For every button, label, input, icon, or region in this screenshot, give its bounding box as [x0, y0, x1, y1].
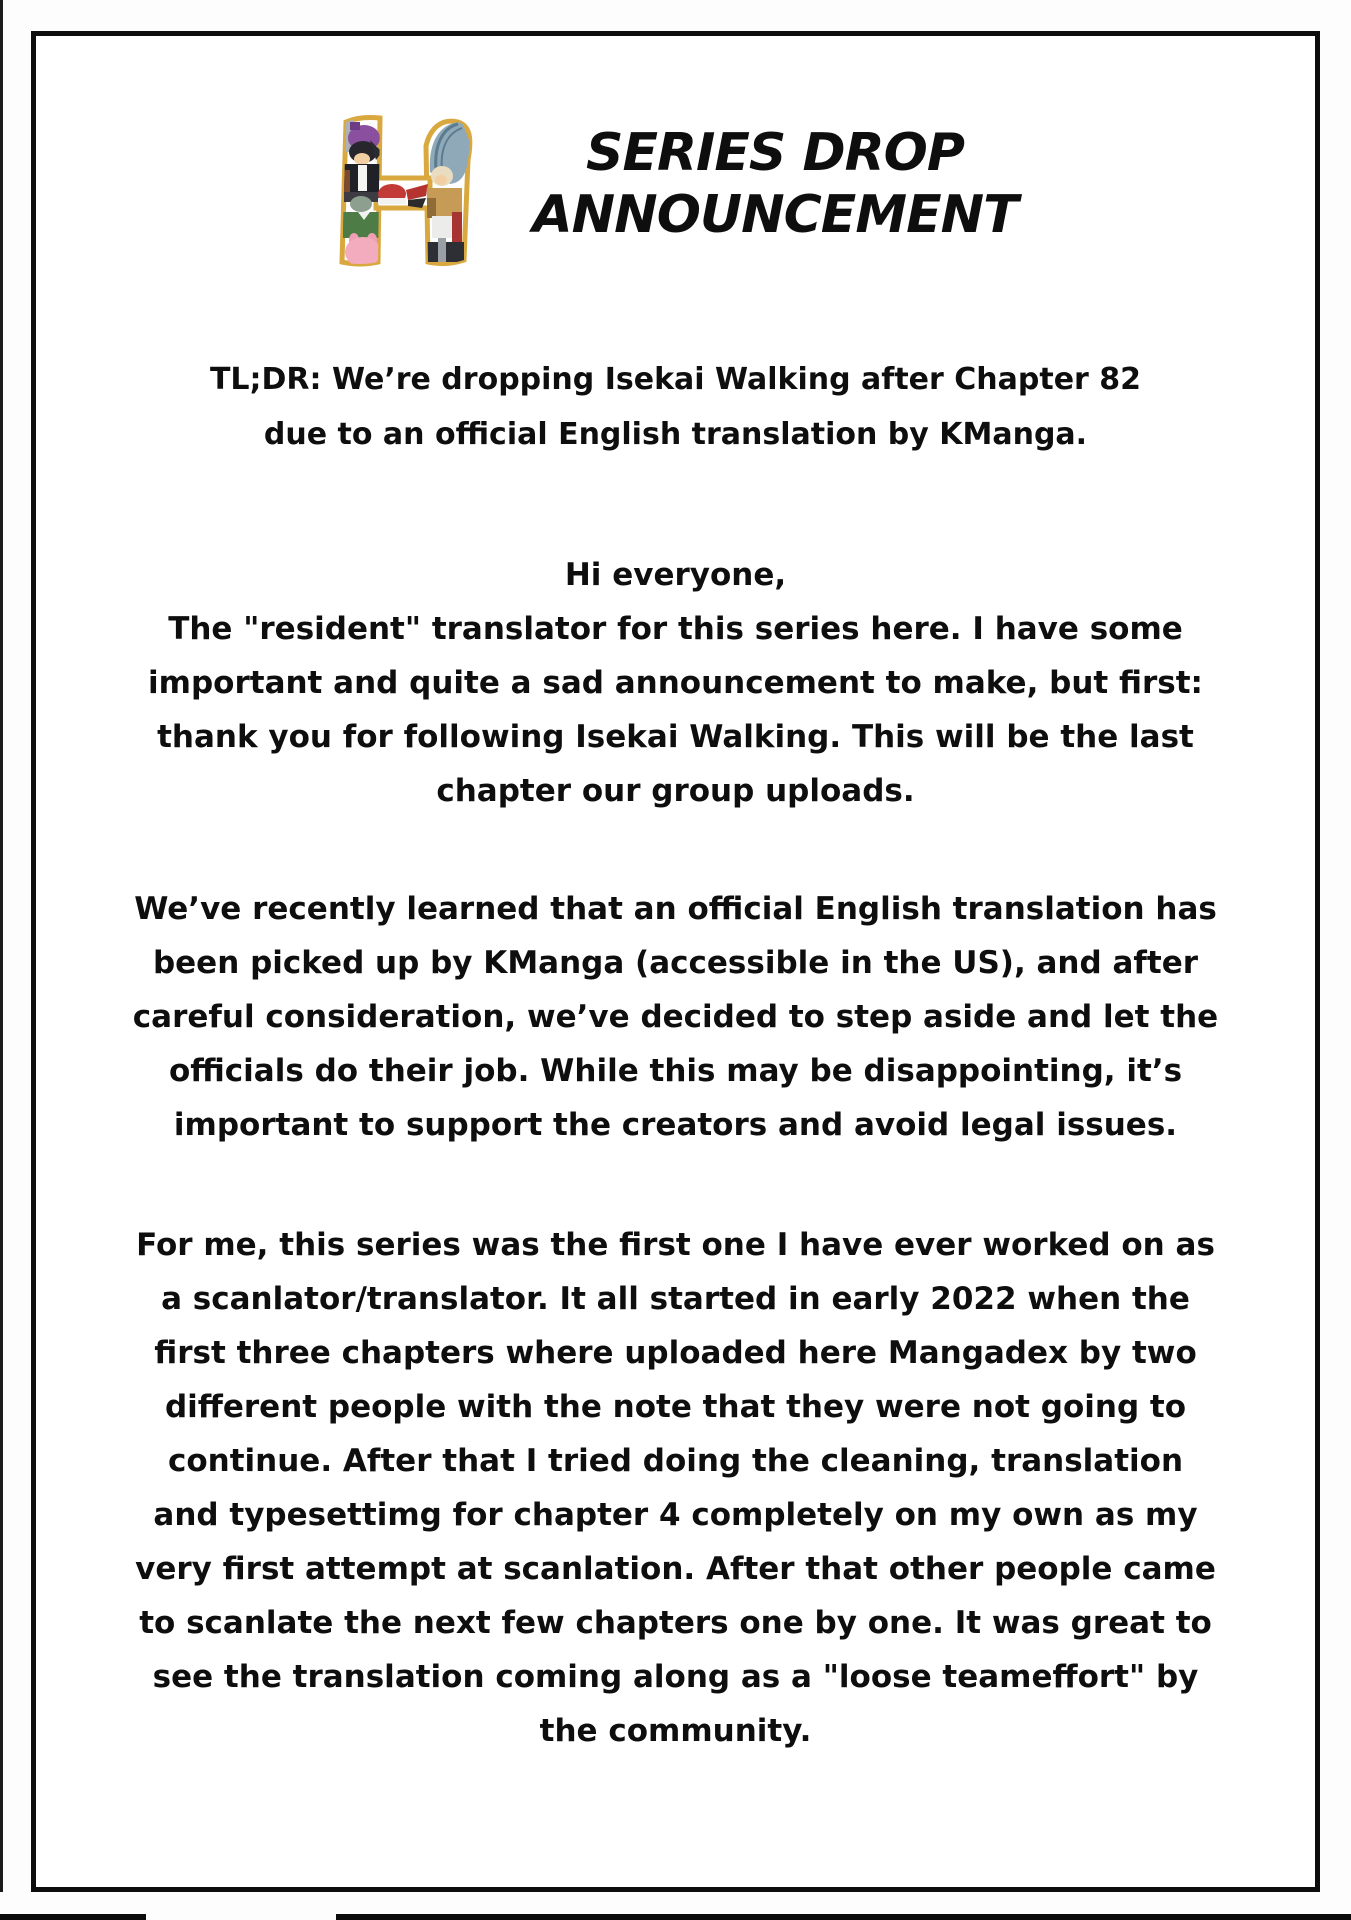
paragraph-greeting — [45, 548, 1306, 818]
page-scan-left-edge — [0, 0, 3, 1892]
text-line: been picked up by KManga (accessible in the US), and after — [152, 945, 1199, 981]
text-line: to scanlate the next few chapters one by one. It was great to — [139, 1605, 1212, 1641]
text-line: We’ve recently learned that an official English translation has — [134, 891, 1217, 927]
text-line: different people with the note that they were not going to — [164, 1389, 1187, 1425]
text-line: important and quite a sad announcement to make, but first: — [148, 665, 1203, 701]
text-line: due to an official English translation by KManga. — [263, 417, 1088, 452]
text-line: careful consideration, we’ve decided to step aside and let the — [132, 999, 1219, 1035]
text-line: TL;DR: We’re dropping Isekai Walking after Chapter 82 — [209, 362, 1142, 397]
text-line: officials do their job. While this may be disappointing, it’s — [168, 1053, 1183, 1089]
next-page-top-edge-left — [0, 1914, 146, 1920]
page-title — [495, 122, 1055, 246]
paragraph-history — [45, 1218, 1306, 1758]
text-line: chapter our group uploads. — [436, 773, 915, 809]
text-line: first three chapters where uploaded here Mangadex by two — [154, 1335, 1197, 1371]
tldr-summary — [55, 352, 1296, 462]
text-line: continue. After that I tried doing the cleaning, translation — [167, 1443, 1184, 1479]
text-line: see the translation coming along as a "loose teameffort" by — [152, 1659, 1199, 1695]
paragraph-drop-reason — [45, 882, 1306, 1152]
text-line: The "resident" translator for this series here. I have some — [168, 611, 1183, 647]
text-line: important to support the creators and avoid legal issues. — [173, 1107, 1178, 1143]
text-line: the community. — [539, 1713, 812, 1749]
text-line: a scanlator/translator. It all started in early 2022 when the — [161, 1281, 1190, 1317]
text-line: thank you for following Isekai Walking. This will be the last — [157, 719, 1194, 755]
scanlation-group-h-logo-icon — [330, 112, 486, 270]
text-line: For me, this series was the first one I have ever worked on as — [136, 1227, 1215, 1263]
text-line: Hi everyone, — [564, 557, 787, 593]
text-line: and typesettimg for chapter 4 completely on my own as my — [153, 1497, 1198, 1533]
next-page-top-edge-right — [336, 1914, 1351, 1920]
text-line: very first attempt at scanlation. After that other people came — [135, 1551, 1216, 1587]
title-line-2: ANNOUNCEMENT — [532, 185, 1018, 245]
title-line-1: SERIES DROP — [586, 123, 964, 183]
